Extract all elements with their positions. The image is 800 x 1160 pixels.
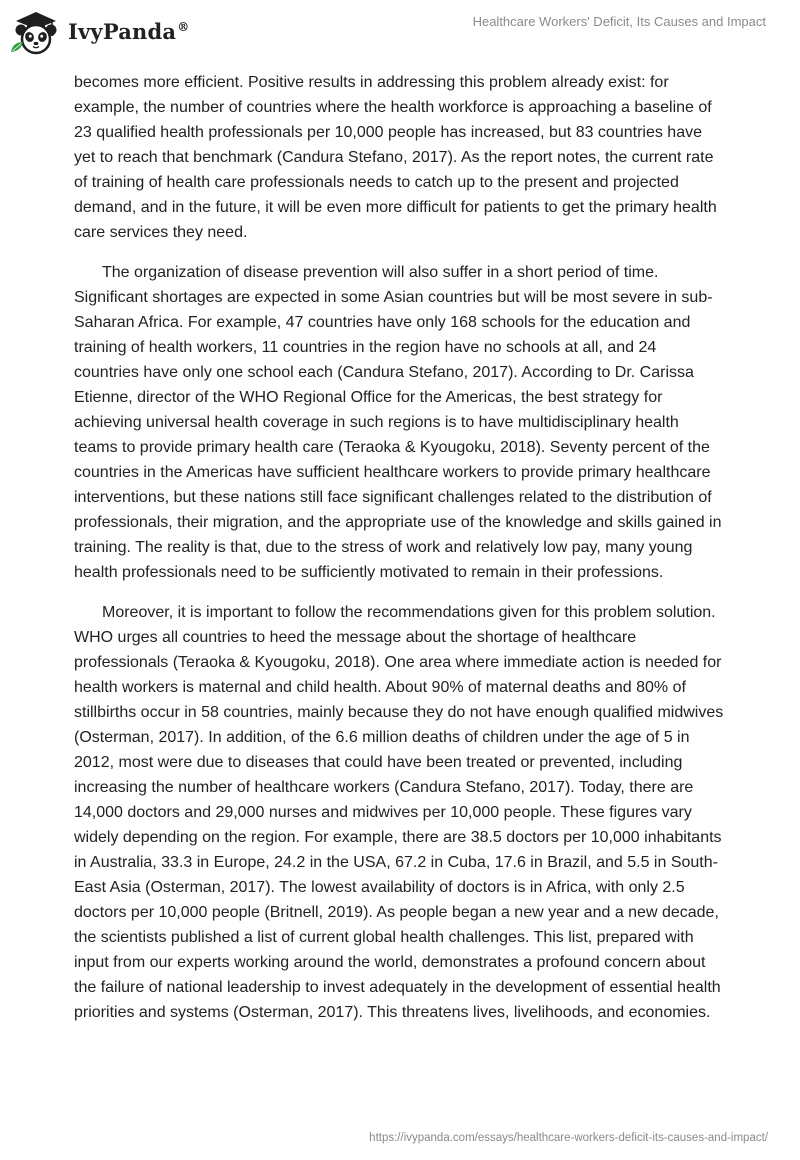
essay-body [74,70,724,1040]
page-header [0,0,800,60]
brand-name: IvyPanda® [68,18,190,44]
paragraph-continuation: becomes more efficient. Positive results in addressing this problem already exist: for example, the number of countries where the health workforce is approaching a baseline of 23 qualified health professionals per 10,000 people has increased, but 83 countries have yet to reach that benchmark (Candura Stefano, 2017). As the report notes, the current rate of training of health care professionals needs to catch up to the present and projected demand, and in the future, it will be even more difficult for patients to get the primary health care services they need. [74,74,717,241]
panda-graduate-icon [8,6,64,56]
registered-mark: ® [177,19,190,34]
paragraph-disease-prevention: The organization of disease prevention will also suffer in a short period of time. Significant shortages are expected in some Asian countries but will be most severe in sub-Saharan Africa. For example, 47 countries have only 168 schools for the education and training of health workers, 11 countries in the region have no schools at all, and 24 countries have only one school each (Candura Stefano, 2017). According to Dr. Carissa Etienne, director of the WHO Regional Office for the Americas, the best strategy for achieving universal health coverage in such regions is to have multidisciplinary health teams to provide primary health care (Teraoka & Kyougoku, 2018). Seventy percent of the countries in the Americas have sufficient healthcare workers to provide primary healthcare interventions, but these nations still face significant challenges related to the distribution of professionals, their migration, and the appropriate use of the knowledge and skills gained in training. The reality is that, due to the stress of work and relatively low pay, many young health professionals need to be sufficiently motivated to remain in their professions. [74,264,722,581]
ivypanda-logo[interactable] [8,6,189,56]
document-title: Healthcare Workers' Deficit, Its Causes and Impact [472,14,766,29]
source-url-link[interactable]: https://ivypanda.com/essays/healthcare-workers-deficit-its-causes-and-impact/ [369,1132,768,1144]
paragraph-recommendations: Moreover, it is important to follow the recommendations given for this problem solution. WHO urges all countries to heed the message about the shortage of healthcare professionals (Teraoka & Kyougoku, 2018). One area where immediate action is needed for health workers is maternal and child health. About 90% of maternal deaths and 80% of stillbirths occur in 58 countries, mainly because they do not have enough qualified midwives (Osterman, 2017). In addition, of the 6.6 million deaths of children under the age of 5 in 2012, most were due to diseases that could have been treated or prevented, including increasing the number of healthcare workers (Candura Stefano, 2017). Today, there are 14,000 doctors and 29,000 nurses and midwives per 10,000 people. These figures vary widely depending on the region. For example, there are 38.5 doctors per 10,000 inhabitants in Australia, 33.3 in Europe, 24.2 in the USA, 67.2 in Cuba, 17.6 in Brazil, and 5.5 in South-East Asia (Osterman, 2017). The lowest availability of doctors is in Africa, with only 2.5 doctors per 10,000 people (Britnell, 2019). As people began a new year and a new decade, the scientists published a list of current global health challenges. This list, prepared with input from our experts working around the world, demonstrates a profound concern about the failure of national leadership to invest adequately in the development of essential health priorities and systems (Osterman, 2017). This threatens lives, livelihoods, and economies. [74,604,724,1021]
